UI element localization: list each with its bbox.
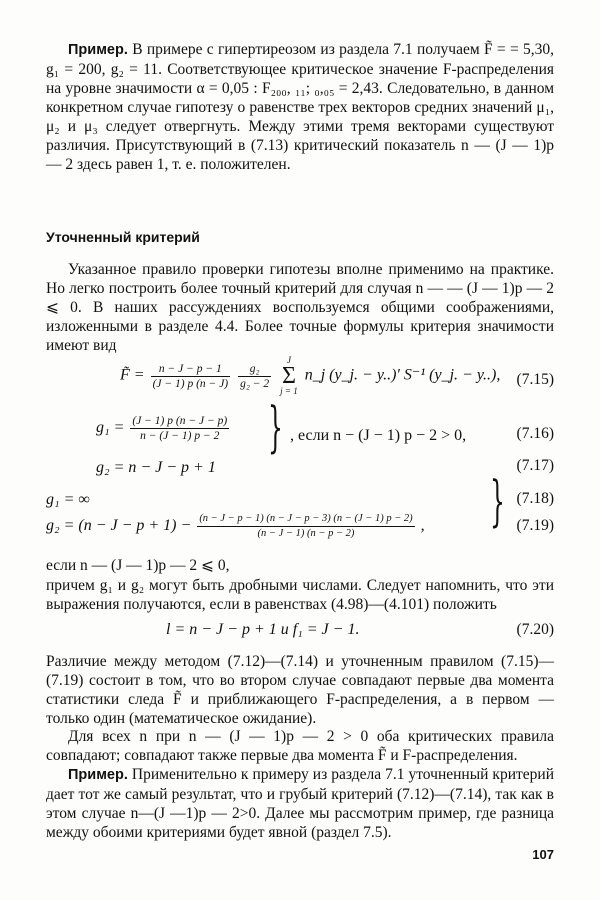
paragraph-difference: Различие между методом (7.12)—(7.14) и уточненным правилом (7.15)—(7.19) состоит в том, что во втором случае совпадают первые два момента статистики следа F̃ и приближающего F-распределения, а в первом — только один (математическое ожидание).: [46, 653, 554, 727]
paragraph-intro: Указанное правило проверки гипотезы вполне применимо на практике. Но легко построить более точный критерий для случая n — — (J — 1)p — 2 ⩽ 0. В наших рассуждениях воспользуемся общими соображениями, изложенными в разделе 4.4. Более точные формулы критерия значимости имеют вид: [46, 261, 554, 354]
fraction-denominator: g₂ − 2: [240, 377, 270, 390]
paragraph-coincide: Для всех n при n — (J — 1)p — 2 > 0 оба критических правила совпадают; совпадают также первые два момента F̃ и F-распределения.: [46, 728, 554, 764]
equation-number: (7.18): [516, 490, 554, 507]
sum-lower-limit: j = 1: [280, 386, 298, 396]
paragraph-example-1: [46, 40, 554, 174]
equation-number: (7.19): [516, 517, 554, 534]
fraction: [130, 414, 229, 443]
fraction-denominator: (J − 1) p (n − J): [152, 377, 229, 390]
equation-7-18: g₁ = ∞: [46, 491, 90, 508]
equation-number: (7.20): [516, 621, 554, 638]
equation-7-16: [96, 414, 231, 443]
eq-rhs: n_j (y_j. − y..)′ S⁻¹ (y_j. − y..),: [304, 366, 501, 384]
equation-7-19: [46, 512, 425, 541]
example-label: Пример.: [68, 767, 128, 783]
equation-number: (7.15): [516, 371, 554, 388]
equation-7-20: l = n − J − p + 1 и f₁ = J − 1.: [166, 621, 360, 638]
fraction: [238, 362, 271, 391]
fraction-numerator: n − J − p − 1: [151, 362, 231, 377]
section-heading: Уточненный критерий: [46, 229, 200, 245]
sigma-symbol: Σ: [281, 363, 296, 389]
paragraph-text: В примере с гипертиреозом из раздела 7.1 получаем F̃ = = 5,30, g₁ = 200, g₂ = 11. Соответствующее критическое значение F-распределения на уровне значимости α = 0,05 : F₂₀₀, ₁₁; ₀,₀₅ = 2,43. Следовательно, в данном конкретном случае гипотезу о равенстве трех векторов средних значений μ₁, μ₂ и μ₃ следует отвергнуть. Между этими тремя векторами существуют различия. Присутствующий в (7.13) критический показатель n — (J — 1)p — 2 здесь равен 1, т. е. положителен.: [46, 41, 554, 173]
eq-lhs: F̃ =: [120, 366, 145, 384]
fraction-numerator: (J − 1) p (n − J − p): [132, 415, 228, 427]
equation-condition: , если n − (J − 1) p − 2 > 0,: [290, 427, 467, 444]
paragraph-example-2: [46, 765, 554, 842]
fraction-denominator: (n − J − 1) (n − p − 2): [257, 528, 355, 539]
eq-lhs: g₁ =: [96, 419, 125, 437]
equation-7-17: g₂ = n − J − p + 1: [96, 459, 216, 476]
fraction: [151, 362, 231, 391]
eq-lhs: g₂ = (n − J − p + 1) −: [46, 517, 192, 535]
right-brace: }: [490, 471, 505, 535]
right-brace: }: [268, 397, 283, 461]
sum-upper-limit: J: [286, 355, 291, 365]
equation-7-15: [120, 356, 500, 396]
fraction-denominator: n − (J − 1) p − 2: [140, 430, 220, 442]
page-number: 107: [532, 847, 554, 862]
equation-number: (7.17): [516, 457, 554, 474]
summation-operator: [280, 356, 298, 396]
paragraph-note: причем g₁ и g₂ могут быть дробными числами. Следует напомнить, что эти выражения получаются, если в равенствах (4.98)—(4.101) положить: [46, 577, 554, 613]
eq-tail: ,: [420, 517, 425, 535]
fraction-numerator: (n − J − p − 1) (n − J − p − 3) (n − (J − 1) p − 2): [197, 512, 414, 527]
fraction-numerator: g₂: [238, 362, 271, 377]
equation-number: (7.16): [516, 425, 554, 442]
condition-line: если n — (J — 1)p — 2 ⩽ 0,: [46, 557, 230, 574]
paragraph-text: Применительно к примеру из раздела 7.1 уточненный критерий дает тот же самый результат, что и грубый критерий (7.12)—(7.14), так как в этом случае n—(J —1)p — 2>0. Далее мы рассмотрим пример, где разница между обоими критериями будет явной (раздел 7.5).: [46, 766, 554, 841]
fraction: [197, 512, 414, 541]
example-label: Пример.: [68, 42, 128, 58]
